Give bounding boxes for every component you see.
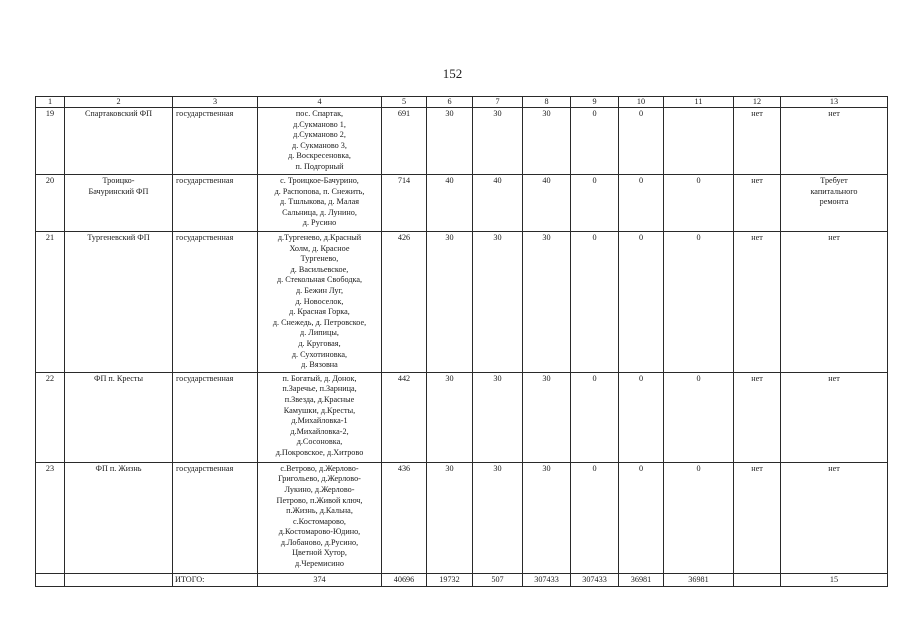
cell-col-10: 0 [619,462,664,573]
cell-col-6: 30 [427,232,473,373]
column-header: 1 [36,97,65,108]
cell-col-10: 0 [619,175,664,232]
table-row [36,175,888,232]
cell-col-12: нет [734,462,781,573]
cell-col-9: 0 [571,462,619,573]
served-settlements: п. Богатый, д. Донок, п.Заречье, п.Зарница, п.Звезда, д.Красные Камушки, д.Кресты, д.Михайловка-1 д.Михайловка-2, д.Сосоновка, д.Покровское, д.Хитрово [258,372,382,462]
table-row [36,372,888,462]
cell-col-8: 30 [523,108,571,175]
total-cell: 307433 [523,573,571,586]
total-row [36,573,888,586]
facility-name: Тургеневский ФП [65,232,173,373]
cell-col-11: 0 [664,462,734,573]
cell-col-10: 0 [619,372,664,462]
cell-col-11: 0 [664,232,734,373]
page-number: 152 [442,66,463,81]
facility-name: ФП п. Жизнь [65,462,173,573]
served-settlements: с. Троицкое-Бачурино, д. Распопова, п. Снежить, д. Тшлыкова, д. Малая Сальница, д. Лунино, д. Русино [258,175,382,232]
facility-name: Троицко- Бачуринский ФП [65,175,173,232]
column-number-row [36,97,888,108]
cell-col-12: нет [734,108,781,175]
row-number: 21 [36,232,65,373]
column-header: 5 [382,97,427,108]
cell-col-12: нет [734,175,781,232]
total-cell: 507 [473,573,523,586]
column-header: 4 [258,97,382,108]
cell-col-5: 442 [382,372,427,462]
cell-col-9: 0 [571,232,619,373]
ownership-type: государственная [173,108,258,175]
cell-col-5: 691 [382,108,427,175]
cell-col-7: 30 [473,108,523,175]
cell-col-11: 0 [664,372,734,462]
cell-col-6: 40 [427,175,473,232]
cell-col-6: 30 [427,372,473,462]
total-cell: 36981 [664,573,734,586]
cell-col-7: 30 [473,462,523,573]
cell-col-8: 40 [523,175,571,232]
served-settlements: пос. Спартак, д.Сукманово 1, д.Сукманово 2, д. Сукманово 3, д. Воскресеновка, п. Подгорный [258,108,382,175]
total-label: ИТОГО: [173,573,258,586]
cell-col-11 [664,108,734,175]
total-cell: 40696 [382,573,427,586]
table-row [36,108,888,175]
row-number: 19 [36,108,65,175]
cell-col-7: 30 [473,372,523,462]
cell-col-12: нет [734,372,781,462]
column-header: 9 [571,97,619,108]
total-cell-empty [65,573,173,586]
cell-col-8: 30 [523,232,571,373]
column-header: 12 [734,97,781,108]
cell-col-7: 30 [473,232,523,373]
cell-col-13: нет [781,232,888,373]
column-header: 2 [65,97,173,108]
total-cell: 15 [781,573,888,586]
cell-col-7: 40 [473,175,523,232]
cell-col-10: 0 [619,232,664,373]
cell-col-5: 714 [382,175,427,232]
cell-col-12: нет [734,232,781,373]
cell-col-13: Требует капитального ремонта [781,175,888,232]
ownership-type: государственная [173,175,258,232]
column-header: 7 [473,97,523,108]
column-header: 3 [173,97,258,108]
cell-col-8: 30 [523,462,571,573]
cell-col-13: нет [781,372,888,462]
served-settlements: с.Ветрово, д.Жерлово- Григольево, д.Жерлово- Лукино, д.Жерлово- Петрово, п.Живой ключ, п.Жизнь, д.Кальна, с.Костомарово, д.Костомарово-Юдино, д.Лобаново, д.Русино, Цветной Хутор, д.Черемисино [258,462,382,573]
cell-col-8: 30 [523,372,571,462]
facility-name: Спартаковский ФП [65,108,173,175]
cell-col-13: нет [781,462,888,573]
cell-col-10: 0 [619,108,664,175]
cell-col-11: 0 [664,175,734,232]
ownership-type: государственная [173,232,258,373]
table-row [36,462,888,573]
ownership-type: государственная [173,462,258,573]
cell-col-13: нет [781,108,888,175]
column-header: 11 [664,97,734,108]
row-number: 22 [36,372,65,462]
total-cell: 19732 [427,573,473,586]
total-cell: 36981 [619,573,664,586]
cell-col-9: 0 [571,108,619,175]
facility-name: ФП п. Кресты [65,372,173,462]
cell-col-6: 30 [427,108,473,175]
column-header: 10 [619,97,664,108]
total-cell: 374 [258,573,382,586]
cell-col-5: 426 [382,232,427,373]
table-row [36,232,888,373]
cell-col-5: 436 [382,462,427,573]
column-header: 6 [427,97,473,108]
column-header: 13 [781,97,888,108]
cell-col-9: 0 [571,175,619,232]
row-number: 23 [36,462,65,573]
total-cell: 307433 [571,573,619,586]
cell-col-9: 0 [571,372,619,462]
column-header: 8 [523,97,571,108]
ownership-type: государственная [173,372,258,462]
served-settlements: д.Тургенево, д.Красный Холм, д. Красное Тургенево, д. Васильевское, д. Стекольная Свободка, д. Бежин Луг, д. Новоселок, д. Красная Горка, д. Снежедь, д. Петровское, д. Липицы, д. Круговая, д. Сухотиновка, д. Вязовна [258,232,382,373]
row-number: 20 [36,175,65,232]
total-cell-empty [36,573,65,586]
cell-col-6: 30 [427,462,473,573]
registry-table [35,96,888,587]
total-cell [734,573,781,586]
